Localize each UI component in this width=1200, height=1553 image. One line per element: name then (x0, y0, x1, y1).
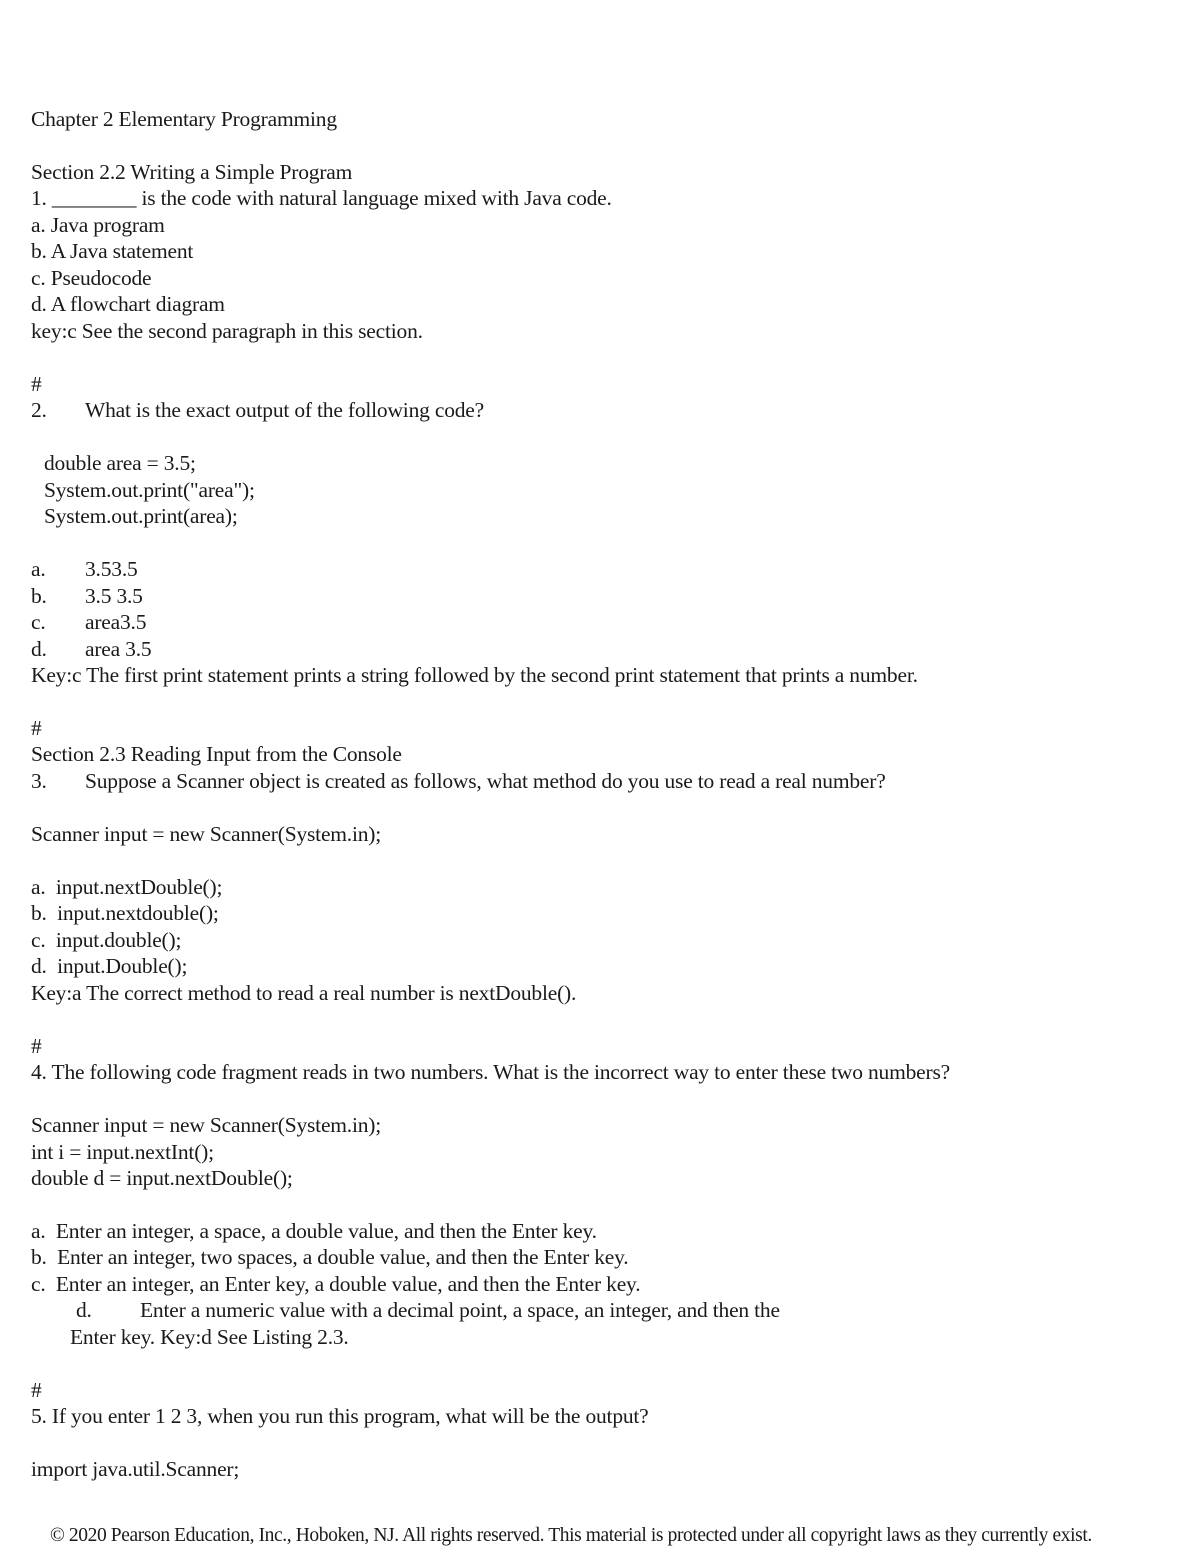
answer-option: a. Enter an integer, a space, a double value, and then the Enter key. (31, 1219, 597, 1243)
answer-option (31, 556, 138, 582)
question-text (31, 768, 886, 794)
code-line: Scanner input = new Scanner(System.in); (31, 822, 382, 846)
question-body: What is the exact output of the following code? (85, 398, 484, 422)
chapter-title: Chapter 2 Elementary Programming (31, 107, 337, 131)
answer-option: d. A flowchart diagram (31, 292, 225, 316)
answer-option: a. Java program (31, 213, 165, 237)
option-text: 3.5 3.5 (85, 584, 143, 608)
question-text (31, 397, 484, 423)
answer-key: Key:a The correct method to read a real number is nextDouble(). (31, 981, 577, 1005)
option-letter: a. (31, 557, 46, 581)
question-separator: # (31, 1034, 42, 1058)
answer-option (31, 636, 151, 662)
question-separator: # (31, 1378, 42, 1402)
question-text: 5. If you enter 1 2 3, when you run this program, what will be the output? (31, 1404, 649, 1428)
question-separator: # (31, 716, 42, 740)
answer-key: Key:c The first print statement prints a string followed by the second print statement that prints a number. (31, 663, 918, 687)
answer-option: c. Enter an integer, an Enter key, a double value, and then the Enter key. (31, 1272, 641, 1296)
answer-option: b. input.nextdouble(); (31, 901, 219, 925)
answer-option: c. input.double(); (31, 928, 182, 952)
option-text: area 3.5 (85, 637, 152, 661)
answer-option (70, 1297, 780, 1323)
answer-option: d. input.Double(); (31, 954, 188, 978)
question-number: 2. (31, 398, 47, 422)
option-letter: d. (31, 637, 47, 661)
question-number: 3. (31, 769, 47, 793)
code-line: int i = input.nextInt(); (31, 1140, 214, 1164)
option-letter: d. (76, 1298, 92, 1322)
code-line: System.out.print(area); (44, 504, 238, 528)
code-line: double area = 3.5; (44, 451, 196, 475)
answer-option: b. Enter an integer, two spaces, a double value, and then the Enter key. (31, 1245, 629, 1269)
question-separator: # (31, 372, 42, 396)
option-text: 3.53.5 (85, 557, 138, 581)
question-text: 1. ________ is the code with natural language mixed with Java code. (31, 186, 612, 210)
answer-option (31, 609, 146, 635)
code-line: Scanner input = new Scanner(System.in); (31, 1113, 382, 1137)
copyright-footer: © 2020 Pearson Education, Inc., Hoboken, NJ. All rights reserved. This material is protected under all copyright laws as they currently exist. (50, 1525, 1092, 1546)
answer-option: a. input.nextDouble(); (31, 875, 223, 899)
question-body: Suppose a Scanner object is created as follows, what method do you use to read a real number? (85, 769, 886, 793)
code-line: System.out.print("area"); (44, 478, 255, 502)
answer-key: key:c See the second paragraph in this section. (31, 319, 423, 343)
option-text: area3.5 (85, 610, 147, 634)
option-letter: b. (31, 584, 47, 608)
option-text: Enter a numeric value with a decimal point, a space, an integer, and then the (140, 1298, 780, 1322)
answer-option (31, 583, 143, 609)
question-text: 4. The following code fragment reads in two numbers. What is the incorrect way to enter these two numbers? (31, 1060, 950, 1084)
answer-option: c. Pseudocode (31, 266, 152, 290)
answer-option: b. A Java statement (31, 239, 194, 263)
code-line: double d = input.nextDouble(); (31, 1166, 293, 1190)
section-heading: Section 2.2 Writing a Simple Program (31, 160, 353, 184)
code-line: import java.util.Scanner; (31, 1457, 240, 1481)
section-heading: Section 2.3 Reading Input from the Console (31, 742, 402, 766)
answer-key: Enter key. Key:d See Listing 2.3. (70, 1325, 349, 1349)
option-letter: c. (31, 610, 46, 634)
